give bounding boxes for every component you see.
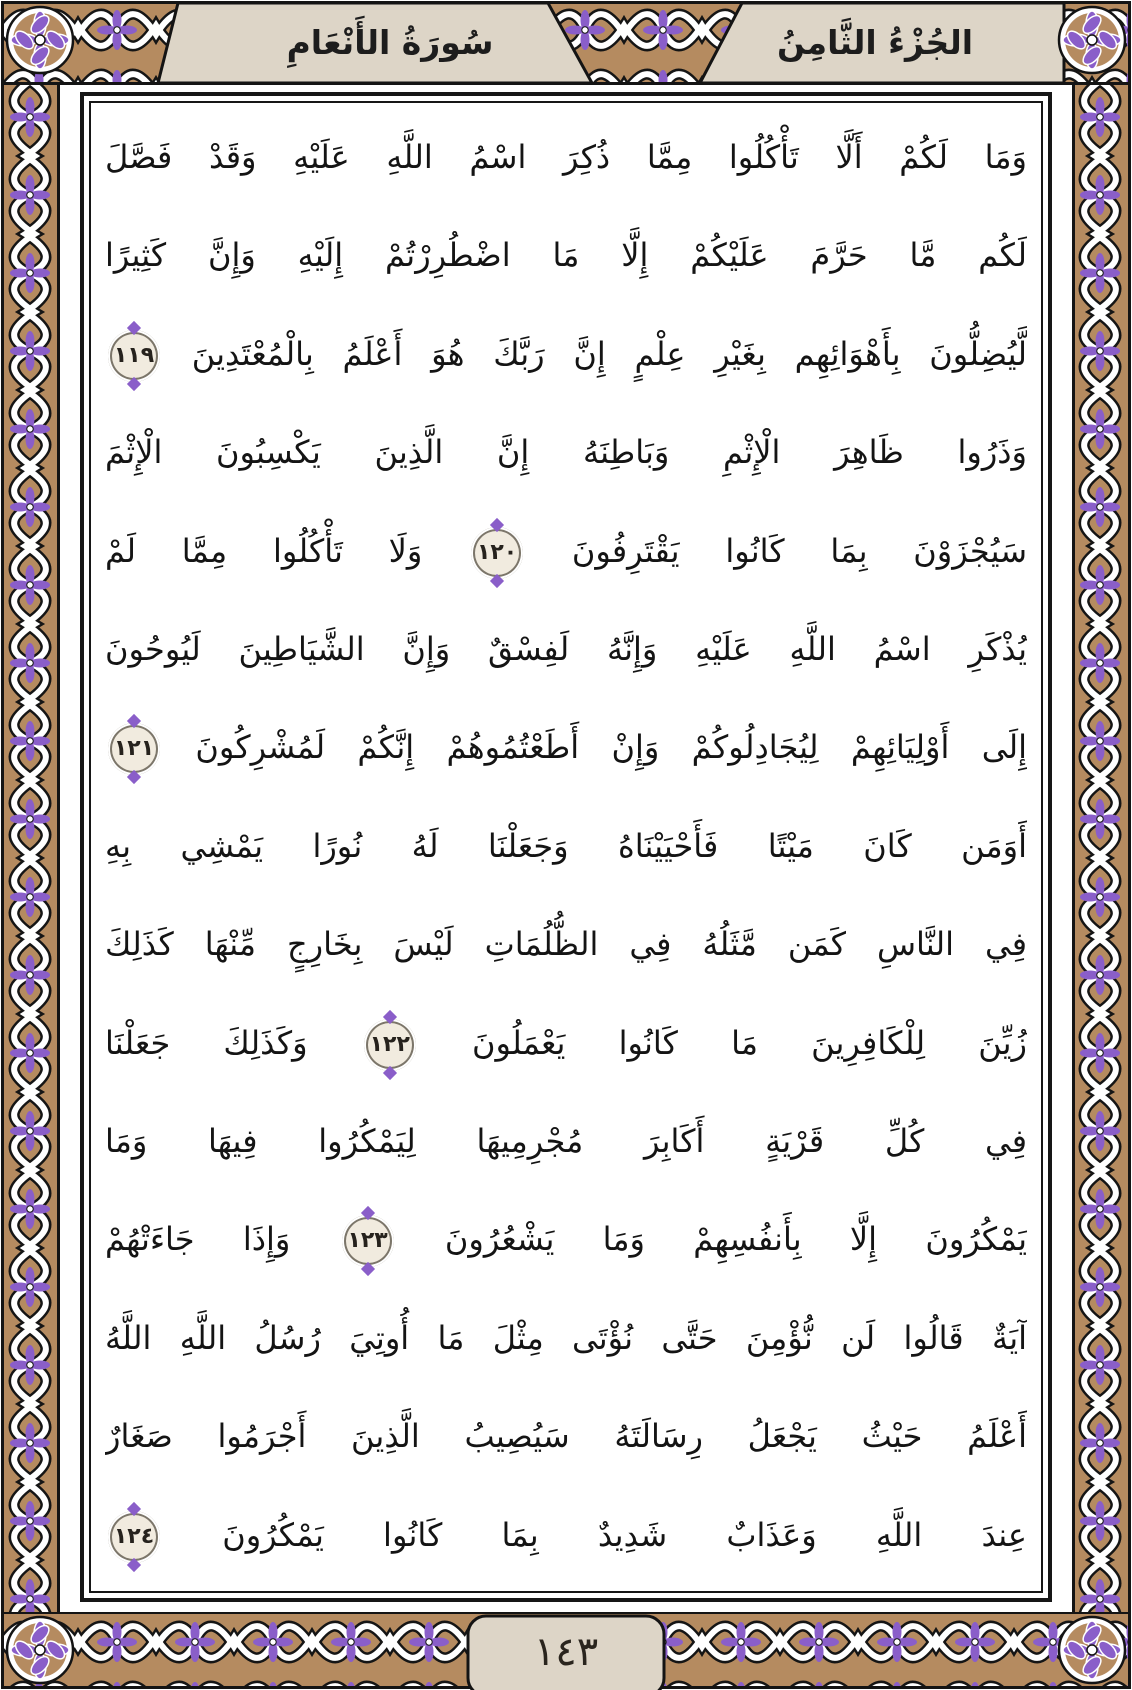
quran-line-13 <box>105 1290 1027 1388</box>
quran-line-6 <box>105 601 1027 699</box>
corner-rosette-icon <box>1054 1612 1130 1688</box>
ayah-number: ١٢٤ <box>113 1523 155 1549</box>
ayah-text: وَمَا لَكُمْ أَلَّا تَأْكُلُوا مِمَّا ذُكِرَ اسْمُ اللَّهِ عَلَيْهِ وَقَدْ فَصَّلَ <box>105 138 1027 176</box>
ayah-text: أَعْلَمُ حَيْثُ يَجْعَلُ رِسَالَتَهُ سَيُصِيبُ الَّذِينَ أَجْرَمُوا صَغَارٌ <box>105 1417 1027 1456</box>
ayah-text: وَكَذَلِكَ جَعَلْنَا <box>105 1023 308 1062</box>
ayah-text: سَيُجْزَوْنَ بِمَا كَانُوا يَقْتَرِفُونَ <box>571 531 1027 570</box>
ayah-text: لَّيُضِلُّونَ بِأَهْوَائِهِم بِغَيْرِ عِلْمٍ إِنَّ رَبَّكَ هُوَ أَعْلَمُ بِالْمُعْتَدِينَ <box>191 334 1027 373</box>
ayah-text: فِي النَّاسِ كَمَن مَّثَلُهُ فِي الظُّلُمَاتِ لَيْسَ بِخَارِجٍ مِّنْهَا كَذَلِكَ <box>105 925 1027 964</box>
ayah-text: وَلَا تَأْكُلُوا مِمَّا لَمْ <box>105 531 423 570</box>
juz-title: الجُزْءُ الثَّامِنُ <box>776 23 974 62</box>
surah-title: سُورَةُ الأَنْعَامِ <box>286 23 494 62</box>
ayah-text: فِي كُلِّ قَرْيَةٍ أَكَابِرَ مُجْرِمِيهَا لِيَمْكُرُوا فِيهَا وَمَا <box>105 1122 1027 1161</box>
ayah-number-marker <box>108 330 160 382</box>
ornament-border-left <box>0 0 62 1690</box>
ayah-number-marker <box>342 1215 394 1267</box>
ayah-text: وَإِذَا جَاءَتْهُمْ <box>105 1220 291 1259</box>
quran-line-3 <box>105 306 1027 404</box>
corner-rosette-icon <box>1054 2 1130 78</box>
text-frame <box>80 92 1052 1602</box>
ornament-border-right <box>1070 0 1132 1690</box>
quran-line-8 <box>105 798 1027 896</box>
ayah-number: ١١٩ <box>113 342 155 368</box>
text-frame-inner <box>89 101 1043 1593</box>
quran-line-5 <box>105 503 1027 601</box>
quran-line-1 <box>105 109 1027 207</box>
quran-line-9 <box>105 896 1027 994</box>
ayah-number-marker <box>108 723 160 775</box>
ayah-number-marker <box>108 1511 160 1563</box>
ayah-text: يَمْكُرُونَ إِلَّا بِأَنفُسِهِمْ وَمَا يَشْعُرُونَ <box>444 1220 1027 1259</box>
ayah-number: ١٢٢ <box>369 1031 410 1057</box>
page-number: ١٤٣ <box>533 1629 599 1675</box>
corner-rosette-icon <box>2 2 78 78</box>
ayah-text: آيَةٌ قَالُوا لَن نُّؤْمِنَ حَتَّى نُؤْتَى مِثْلَ مَا أُوتِيَ رُسُلُ اللَّهِ اللَّهُ <box>105 1318 1027 1357</box>
ayah-text: إِلَى أَوْلِيَائِهِمْ لِيُجَادِلُوكُمْ وَإِنْ أَطَعْتُمُوهُمْ إِنَّكُمْ لَمُشْرِكُونَ <box>195 728 1027 767</box>
quran-line-7 <box>105 699 1027 797</box>
ayah-text: وَذَرُوا ظَاهِرَ الْإِثْمِ وَبَاطِنَهُ إِنَّ الَّذِينَ يَكْسِبُونَ الْإِثْمَ <box>105 433 1027 472</box>
quran-line-10 <box>105 995 1027 1093</box>
ayah-text: عِندَ اللَّهِ وَعَذَابٌ شَدِيدٌ بِمَا كَانُوا يَمْكُرُونَ <box>222 1515 1027 1554</box>
ayah-text: أَوَمَن كَانَ مَيْتًا فَأَحْيَيْنَاهُ وَجَعَلْنَا لَهُ نُورًا يَمْشِي بِهِ <box>105 826 1027 865</box>
quran-line-12 <box>105 1191 1027 1289</box>
quran-line-2 <box>105 207 1027 305</box>
corner-rosette-icon <box>2 1612 78 1688</box>
ayah-number: ١٢٣ <box>347 1228 388 1254</box>
ayah-number-marker <box>471 527 523 579</box>
ayah-text: زُيِّنَ لِلْكَافِرِينَ مَا كَانُوا يَعْمَلُونَ <box>471 1023 1027 1062</box>
ayah-text: يُذْكَرِ اسْمُ اللَّهِ عَلَيْهِ وَإِنَّهُ لَفِسْقٌ وَإِنَّ الشَّيَاطِينَ لَيُوحُونَ <box>105 630 1027 669</box>
quran-line-4 <box>105 404 1027 502</box>
ayah-text: لَكُم مَّا حَرَّمَ عَلَيْكُمْ إِلَّا مَا اضْطُرِرْتُمْ إِلَيْهِ وَإِنَّ كَثِيرًا <box>105 236 1027 275</box>
ayah-number: ١٢١ <box>113 736 155 762</box>
quran-line-15 <box>105 1487 1027 1585</box>
ayah-number: ١٢٠ <box>476 539 518 565</box>
quran-lines <box>105 109 1027 1585</box>
ayah-number-marker <box>364 1019 416 1071</box>
quran-line-11 <box>105 1093 1027 1191</box>
quran-line-14 <box>105 1388 1027 1486</box>
